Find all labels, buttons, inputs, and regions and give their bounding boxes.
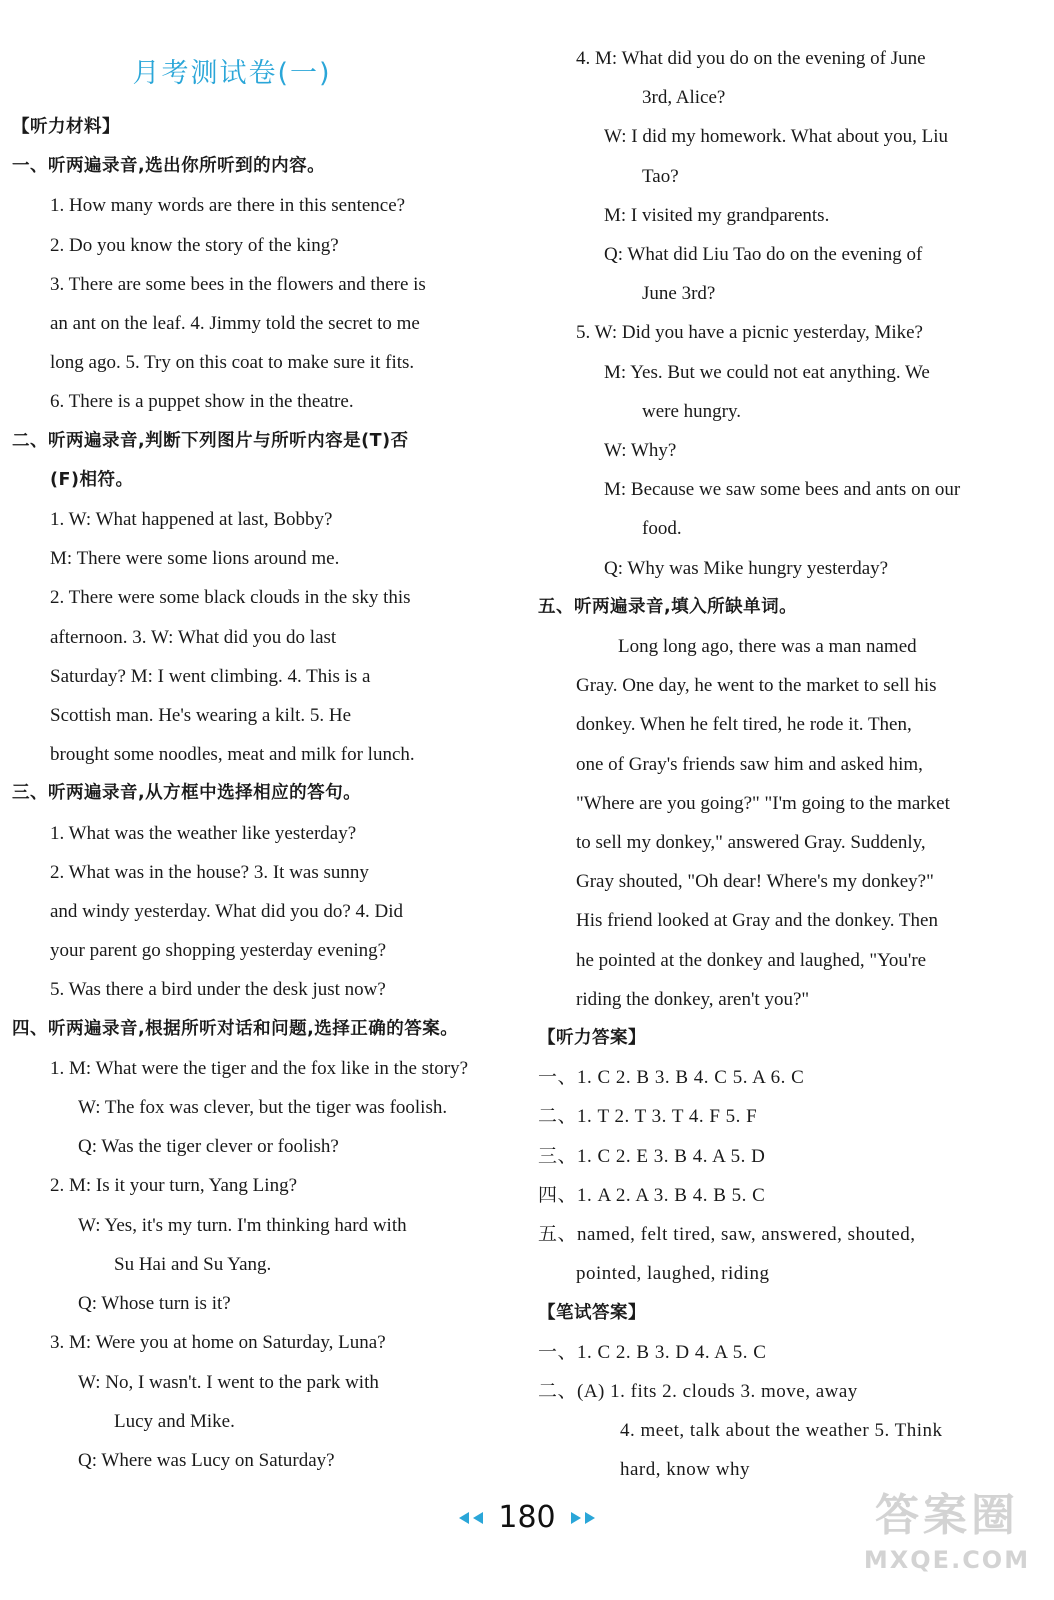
written-answers-label: 【笔试答案】 bbox=[538, 1302, 646, 1323]
text-line: 1. How many words are there in this sentence? bbox=[50, 195, 406, 217]
dialogue-line: June 3rd? bbox=[642, 283, 716, 305]
dialogue-line: W: I did my homework. What about you, Liu bbox=[604, 126, 949, 148]
text-line: Scottish man. He's wearing a kilt. 5. He bbox=[50, 705, 352, 727]
answer-line: 4. meet, talk about the weather 5. Think bbox=[620, 1420, 943, 1442]
text-line: M: There were some lions around me. bbox=[50, 548, 340, 570]
dialogue-line: W: The fox was clever, but the tiger was foolish. bbox=[78, 1097, 448, 1119]
text-line: 1. W: What happened at last, Bobby? bbox=[50, 509, 333, 531]
text-line: 2. There were some black clouds in the sky this bbox=[50, 587, 411, 609]
text-line: 5. Was there a bird under the desk just now? bbox=[50, 979, 386, 1001]
dialogue-line: 3. M: Were you at home on Saturday, Luna? bbox=[50, 1332, 386, 1354]
text-line: an ant on the leaf. 4. Jimmy told the secret to me bbox=[50, 313, 420, 335]
text-line: 3. There are some bees in the flowers and there is bbox=[50, 273, 426, 295]
page-number: 180 bbox=[498, 1500, 556, 1535]
passage-line: His friend looked at Gray and the donkey. Then bbox=[576, 910, 938, 932]
text-line: 2. What was in the house? 3. It was sunny bbox=[50, 861, 369, 883]
dialogue-line: 2. M: Is it your turn, Yang Ling? bbox=[50, 1175, 297, 1197]
dialogue-line: 5. W: Did you have a picnic yesterday, Mike? bbox=[576, 322, 923, 344]
passage-line: Long long ago, there was a man named bbox=[618, 636, 917, 658]
dialogue-line: Q: What did Liu Tao do on the evening of bbox=[604, 244, 923, 266]
answer-line: hard, know why bbox=[620, 1459, 750, 1481]
text-line: afternoon. 3. W: What did you do last bbox=[50, 626, 337, 648]
passage-line: he pointed at the donkey and laughed, "You're bbox=[576, 949, 927, 971]
listening-material-label: 【听力材料】 bbox=[12, 117, 120, 137]
text-line: 6. There is a puppet show in the theatre. bbox=[50, 391, 354, 413]
dialogue-line: W: Yes, it's my turn. I'm thinking hard with bbox=[78, 1214, 407, 1236]
passage-line: donkey. When he felt tired, he rode it. Then, bbox=[576, 714, 912, 736]
dialogue-line: 4. M: What did you do on the evening of June bbox=[576, 48, 926, 69]
prev-arrow-icon bbox=[459, 1512, 469, 1524]
section-3-header: 三、听两遍录音,从方框中选择相应的答句。 bbox=[12, 783, 362, 804]
dialogue-line: Q: Whose turn is it? bbox=[78, 1293, 231, 1315]
dialogue-line: Q: Why was Mike hungry yesterday? bbox=[604, 557, 889, 579]
text-line: 2. Do you know the story of the king? bbox=[50, 234, 339, 256]
dialogue-line: food. bbox=[642, 518, 682, 540]
text-line: your parent go shopping yesterday evening? bbox=[50, 940, 387, 962]
answer-line: 五、named, felt tired, saw, answered, shouted, bbox=[538, 1224, 916, 1246]
text-line: brought some noodles, meat and milk for lunch. bbox=[50, 744, 415, 766]
next-arrow-icon bbox=[571, 1512, 581, 1524]
section-2-header-cont: (F)相符。 bbox=[50, 469, 134, 490]
dialogue-line: M: I visited my grandparents. bbox=[604, 204, 830, 226]
dialogue-line: M: Because we saw some bees and ants on our bbox=[604, 479, 961, 501]
passage-line: to sell my donkey," answered Gray. Suddenly, bbox=[576, 832, 926, 854]
passage-line: Gray shouted, "Oh dear! Where's my donkey?" bbox=[576, 871, 934, 893]
dialogue-line: Lucy and Mike. bbox=[114, 1410, 235, 1432]
section-4-header: 四、听两遍录音,根据所听对话和问题,选择正确的答案。 bbox=[12, 1018, 459, 1039]
text-line: and windy yesterday. What did you do? 4. Did bbox=[50, 901, 404, 923]
passage-line: Gray. One day, he went to the market to sell his bbox=[576, 675, 937, 697]
dialogue-line: 3rd, Alice? bbox=[642, 87, 726, 109]
watermark-top: 答案圈 bbox=[875, 1490, 1019, 1541]
answer-line: 一、1. C 2. B 3. D 4. A 5. C bbox=[538, 1341, 767, 1363]
dialogue-line: Tao? bbox=[642, 165, 679, 187]
section-1-header: 一、听两遍录音,选出你所听到的内容。 bbox=[12, 156, 326, 177]
dialogue-line: W: Why? bbox=[604, 440, 677, 462]
next-arrow-icon bbox=[585, 1512, 595, 1524]
passage-line: one of Gray's friends saw him and asked him, bbox=[576, 753, 923, 775]
listening-answers-label: 【听力答案】 bbox=[538, 1028, 646, 1049]
text-line: 1. What was the weather like yesterday? bbox=[50, 822, 357, 844]
dialogue-line: Su Hai and Su Yang. bbox=[114, 1253, 272, 1275]
section-5-header: 五、听两遍录音,填入所缺单词。 bbox=[538, 596, 798, 617]
dialogue-line: were hungry. bbox=[642, 400, 742, 422]
answer-line: 四、1. A 2. A 3. B 4. B 5. C bbox=[538, 1184, 766, 1206]
passage-line: riding the donkey, aren't you?" bbox=[576, 988, 810, 1010]
dialogue-line: Q: Where was Lucy on Saturday? bbox=[78, 1449, 335, 1471]
answer-line: 二、1. T 2. T 3. T 4. F 5. F bbox=[538, 1106, 758, 1128]
answer-line: 三、1. C 2. E 3. B 4. A 5. D bbox=[538, 1145, 766, 1167]
watermark-logo bbox=[852, 1486, 1042, 1596]
dialogue-line: W: No, I wasn't. I went to the park with bbox=[78, 1371, 379, 1393]
dialogue-line: Q: Was the tiger clever or foolish? bbox=[78, 1136, 339, 1158]
right-column bbox=[538, 39, 1034, 1490]
dialogue-line: M: Yes. But we could not eat anything. We bbox=[604, 361, 930, 383]
answer-line: 二、(A) 1. fits 2. clouds 3. move, away bbox=[538, 1380, 858, 1402]
text-line: Saturday? M: I went climbing. 4. This is a bbox=[50, 665, 371, 687]
page-title: 月考测试卷(一) bbox=[132, 58, 332, 89]
watermark-bottom: MXQE.COM bbox=[863, 1546, 1031, 1574]
dialogue-line: 1. M: What were the tiger and the fox like in the story? bbox=[50, 1057, 469, 1079]
answer-line: 一、1. C 2. B 3. B 4. C 5. A 6. C bbox=[538, 1067, 805, 1089]
text-line: long ago. 5. Try on this coat to make sure it fits. bbox=[50, 352, 415, 374]
section-2-header: 二、听两遍录音,判断下列图片与所听内容是(T)否 bbox=[12, 430, 409, 451]
prev-arrow-icon bbox=[473, 1512, 483, 1524]
left-column bbox=[12, 40, 510, 1480]
passage-line: "Where are you going?" "I'm going to the market bbox=[576, 792, 950, 814]
answer-line: pointed, laughed, riding bbox=[576, 1263, 770, 1285]
